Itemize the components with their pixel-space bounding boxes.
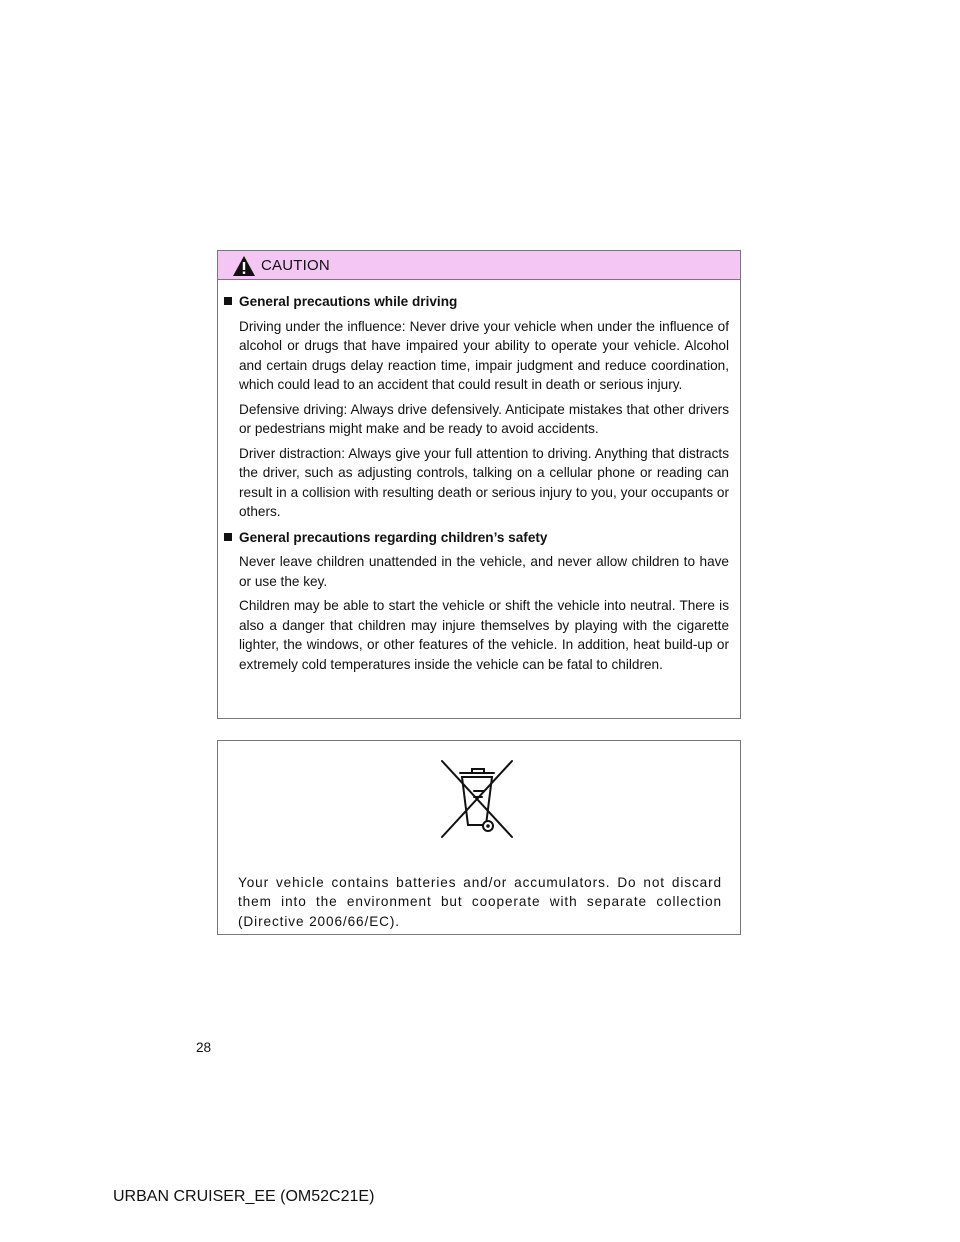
paragraph-children-unattended: Never leave children unattended in the vehicle, and never allow children to have or use the key. — [239, 554, 729, 589]
paragraph-defensive-driving: Defensive driving: Always drive defensively. Anticipate mistakes that other drivers or pedestrians might make and be ready to avoid accidents. — [239, 401, 729, 436]
battery-disposal-text: Your vehicle contains batteries and/or accumulators. Do not discard them into the environment but cooperate with separate collection (Directive 2006/66/EC). — [238, 874, 722, 929]
caution-body — [218, 280, 740, 674]
section-heading-driving: General precautions while driving — [224, 292, 729, 312]
caution-header — [218, 251, 740, 280]
page-number: 28 — [196, 1040, 212, 1055]
square-bullet-icon — [224, 297, 232, 305]
paragraph-driving-influence: Driving under the influence: Never drive your vehicle when under the influence of alcohol or drugs that have impaired your ability to operate your vehicle. Alcohol and certain drugs delay reaction time, impair judgment and reduce coordination, which could lead to an accident that could result in death or serious injury. — [239, 318, 729, 392]
crossed-out-wheelie-bin-icon — [438, 759, 516, 839]
paragraph-driver-distraction: Driver distraction: Always give your full attention to driving. Anything that distracts the driver, such as adjusting controls, talking on a cellular phone or reading can result in a collision with resulting death or serious injury to you, your occupants or others. — [239, 445, 729, 519]
square-bullet-icon — [224, 533, 232, 541]
paragraph-children-danger: Children may be able to start the vehicle or shift the vehicle into neutral. There is also a danger that children may injure themselves by playing with the cigarette lighter, the windows, or other features of the vehicle. In addition, heat build-up or extremely cold temperatures inside the vehicle can be fatal to children. — [239, 598, 729, 672]
caution-box — [217, 250, 741, 719]
battery-disposal-box — [217, 740, 741, 935]
caution-title: CAUTION — [261, 256, 330, 274]
footer-manual-code: URBAN CRUISER_EE (OM52C21E) — [113, 1188, 375, 1205]
section-heading-children: General precautions regarding children’s safety — [224, 528, 729, 548]
warning-triangle-icon — [232, 255, 256, 277]
